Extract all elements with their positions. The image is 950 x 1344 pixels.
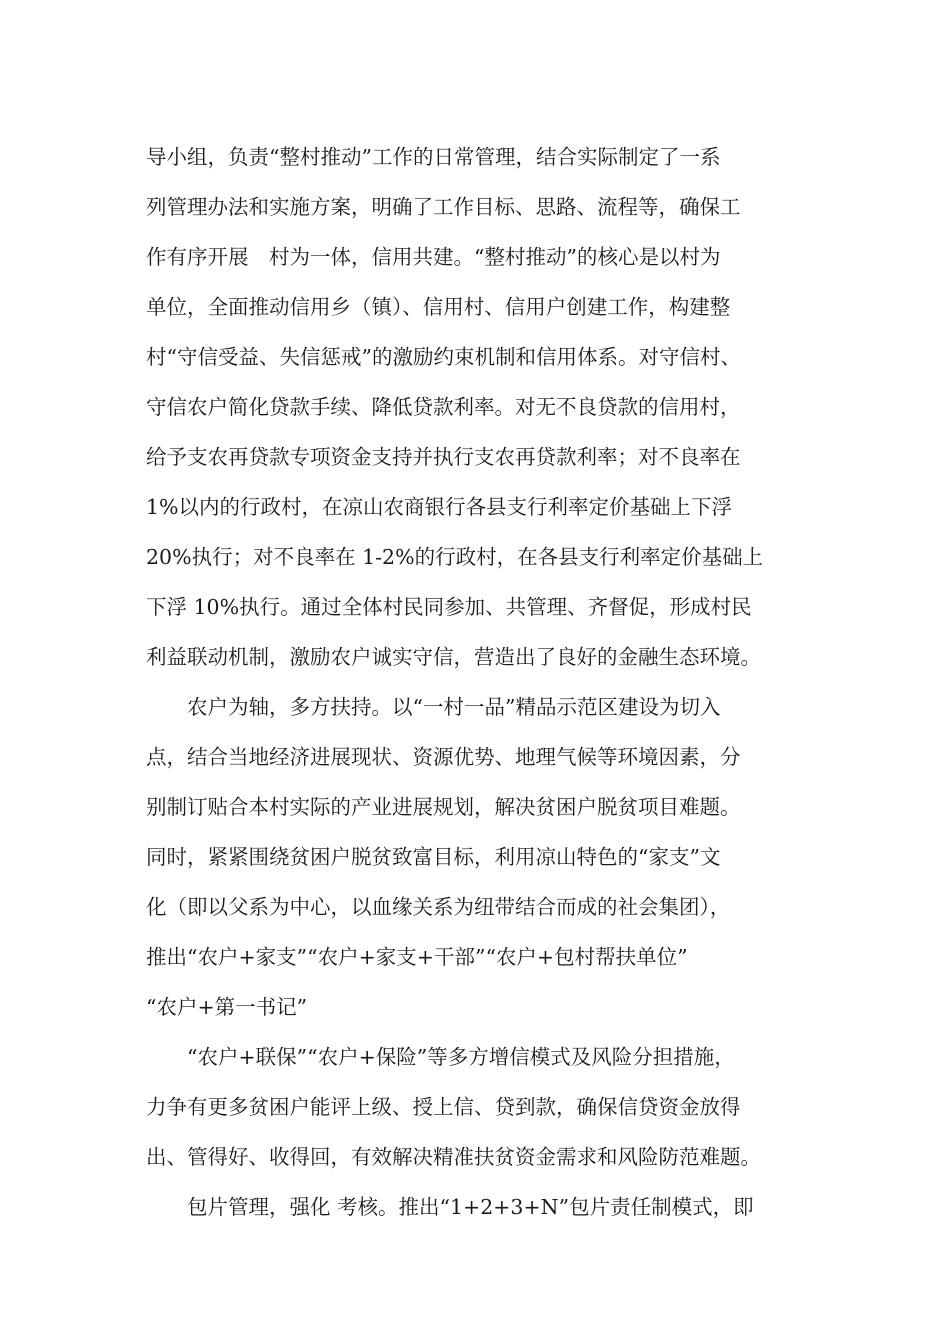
text-line: 20%执行；对不良率在 1-2%的行政村，在各县支行利率定价基础上 [146,545,764,569]
text-line: 包片管理，强化 考核。推出“1+2+3+N”包片责任制模式，即 [187,1195,754,1219]
text-line: 守信农户简化贷款手续、降低贷款利率。对无不良贷款的信用村， [146,395,741,419]
text-line: 1%以内的行政村，在凉山农商银行各县支行利率定价基础上下浮 [146,495,733,519]
text-line: 别制订贴合本村实际的产业进展规划，解决贫困户脱贫项目难题。 [146,795,741,819]
text-line: 导小组，负责“整村推动”工作的日常管理，结合实际制定了一系 [146,145,721,169]
text-line: 力争有更多贫困户能评上级、授上信、贷到款，确保信贷资金放得 [146,1095,741,1119]
text-line: 村“守信受益、失信惩戒”的激励约束机制和信用体系。对守信村、 [146,345,741,369]
text-line: 利益联动机制，激励农户诚实守信，营造出了良好的金融生态环境。 [146,645,761,669]
text-line: 出、管得好、收得回，有效解决精准扶贫资金需求和风险防范难题。 [146,1145,761,1169]
body-text [146,132,816,1232]
text-line: 同时，紧紧围绕贫困户脱贫致富目标，利用凉山特色的“家支”文 [146,845,721,869]
text-line: “农户+第一书记” [146,995,308,1019]
text-line: 作有序开展 村为一体，信用共建。“整村推动”的核心是以村为 [146,245,721,269]
text-line: 推出“农户+家支”“农户+家支+干部”“农户+包村帮扶单位” [146,945,688,969]
text-line: 列管理办法和实施方案，明确了工作目标、思路、流程等，确保工 [146,195,741,219]
text-line: 点，结合当地经济进展现状、资源优势、地理气候等环境因素，分 [146,745,741,769]
text-line: 化（即以父系为中心，以血缘关系为纽带结合而成的社会集团）， [146,895,731,919]
text-line: 给予支农再贷款专项资金支持并执行支农再贷款利率；对不良率在 [146,445,741,469]
text-line: “农户+联保”“农户+保险”等多方增信模式及风险分担措施， [187,1045,735,1069]
text-line: 农户为轴，多方扶持。以“一村一品”精品示范区建设为切入 [187,695,721,719]
text-line: 下浮 10%执行。通过全体村民同参加、共管理、齐督促，形成村民 [146,595,752,619]
text-line: 单位，全面推动信用乡（镇）、信用村、信用户创建工作，构建整 [146,295,731,319]
